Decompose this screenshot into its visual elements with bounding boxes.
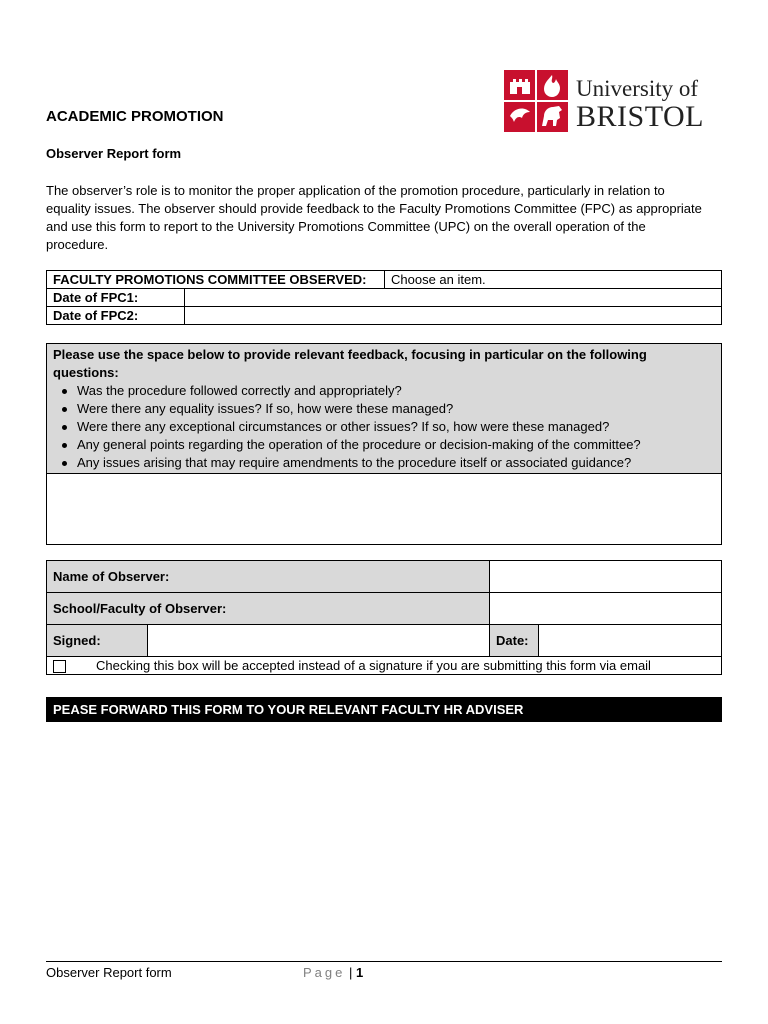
page-word: Page xyxy=(303,965,346,980)
table-row xyxy=(47,561,722,593)
footer-page-number xyxy=(303,965,363,980)
school-faculty-field[interactable] xyxy=(490,593,722,625)
observer-name-field[interactable] xyxy=(490,561,722,593)
committee-label: FACULTY PROMOTIONS COMMITTEE OBSERVED: xyxy=(47,271,385,289)
footer-form-name: Observer Report form xyxy=(46,965,172,980)
table-row xyxy=(47,289,722,307)
observer-details-table xyxy=(46,560,722,675)
fpc1-date-field[interactable] xyxy=(185,289,722,307)
list-item: Any issues arising that may require amendments to the procedure itself or associated guidance? xyxy=(77,454,715,472)
list-item: Any general points regarding the operation of the procedure or decision-making of the committee? xyxy=(77,436,715,454)
list-item: Were there any equality issues? If so, how were these managed? xyxy=(77,400,715,418)
intro-paragraph: The observer’s role is to monitor the proper application of the promotion procedure, particularly in relation to equality issues. The observer should provide feedback to the Faculty Promotions Committee (FPC) as appropriate and use this form to report to the University Promotions Committee (UPC) on the overall operation of the procedure. xyxy=(46,183,702,252)
table-row xyxy=(47,625,722,657)
university-logo xyxy=(504,70,724,134)
signed-label: Signed: xyxy=(47,625,148,657)
date-field[interactable] xyxy=(539,625,722,657)
logo-text-bristol: BRISTOL xyxy=(576,100,704,133)
fpc2-date-field[interactable] xyxy=(185,307,722,325)
table-row xyxy=(47,271,722,289)
footer-divider xyxy=(46,961,722,962)
question-list xyxy=(53,382,715,472)
list-item: Was the procedure followed correctly and appropriately? xyxy=(77,382,715,400)
list-item: Were there any exceptional circumstances or other issues? If so, how were these managed? xyxy=(77,418,715,436)
page-number: 1 xyxy=(356,965,364,980)
checkbox-label: Checking this box will be accepted instead of a signature if you are submitting this form via email xyxy=(96,657,651,673)
feedback-box xyxy=(46,343,722,545)
table-row xyxy=(47,307,722,325)
forward-instruction-banner: PEASE FORWARD THIS FORM TO YOUR RELEVANT FACULTY HR ADVISER xyxy=(46,697,722,722)
email-checkbox-row xyxy=(47,657,722,675)
page-separator: | xyxy=(349,965,353,980)
observer-name-label: Name of Observer: xyxy=(47,561,490,593)
fpc2-label: Date of FPC2: xyxy=(47,307,185,325)
table-row xyxy=(47,593,722,625)
crest-icon xyxy=(504,70,568,132)
form-subtitle: Observer Report form xyxy=(46,146,182,161)
committee-dropdown[interactable]: Choose an item. xyxy=(385,271,722,289)
fpc-dates-table xyxy=(46,288,722,325)
feedback-instructions xyxy=(47,344,721,473)
school-faculty-label: School/Faculty of Observer: xyxy=(47,593,490,625)
feedback-response-area[interactable] xyxy=(47,473,721,544)
feedback-heading: Please use the space below to provide relevant feedback, focusing in particular on the following questions: xyxy=(53,347,647,380)
logo-text-university: University of xyxy=(576,76,699,101)
signature-checkbox[interactable] xyxy=(53,660,66,673)
date-label: Date: xyxy=(490,625,539,657)
table-row xyxy=(47,657,722,675)
page-title: ACADEMIC PROMOTION xyxy=(46,108,224,125)
committee-table xyxy=(46,270,722,289)
signature-field[interactable] xyxy=(148,625,490,657)
fpc1-label: Date of FPC1: xyxy=(47,289,185,307)
